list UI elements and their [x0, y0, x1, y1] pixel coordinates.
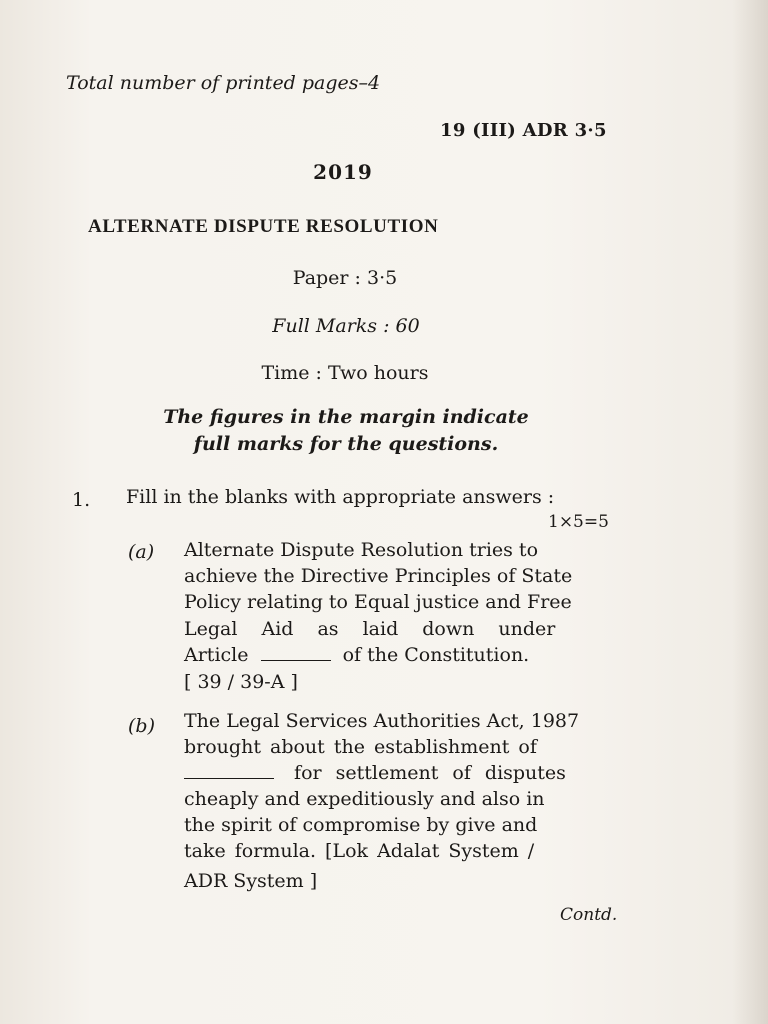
exam-time: Time : Two hours: [261, 362, 429, 384]
printed-pages-note: Total number of printed pages–4: [66, 72, 381, 94]
part-a-constitution-text: of the Constitution.: [342, 644, 530, 666]
part-b-line-4: cheaply and expeditiously and also in: [184, 788, 545, 810]
paper-code: 19 (III) ADR 3·5: [440, 120, 607, 141]
instruction-line-1: The figures in the margin indicate: [163, 406, 529, 428]
part-b-line-6: take formula. [Lok Adalat System /: [184, 840, 535, 862]
part-b-line-5: the spirit of compromise by give and: [184, 814, 538, 836]
exam-year: 2019: [313, 160, 373, 184]
page-edge-shadow: [732, 0, 768, 1024]
question-marks: 1×5=5: [548, 512, 609, 532]
full-marks: Full Marks : 60: [272, 315, 420, 337]
part-a-answer-blank: [261, 660, 331, 661]
part-a-line-4: [184, 620, 622, 639]
part-b-line-3: [184, 764, 622, 783]
question-text: Fill in the blanks with appropriate answers :: [126, 486, 555, 508]
part-b-line-2: brought about the establishment of: [184, 736, 537, 758]
part-a-line-5: [184, 646, 622, 665]
question-number: 1.: [72, 489, 91, 511]
instruction-line-2: full marks for the questions.: [193, 433, 499, 455]
part-a-line-3: Policy relating to Equal justice and Free: [184, 591, 572, 613]
part-b-line-3-text: for settlement of disputes: [294, 762, 566, 784]
part-b-answer-blank: [184, 778, 274, 779]
paper-number: Paper : 3·5: [292, 267, 398, 289]
continued-note: Contd.: [560, 905, 618, 925]
part-b-line-1: The Legal Services Authorities Act, 1987: [184, 710, 580, 732]
part-a-line-2: achieve the Directive Principles of State: [184, 565, 573, 587]
exam-title: ALTERNATE DISPUTE RESOLUTION: [88, 216, 439, 237]
part-a-line-4-text: Legal Aid as laid down under: [184, 618, 556, 640]
part-a-article-word: Article: [184, 644, 249, 666]
part-b-line-7: ADR System ]: [184, 870, 318, 892]
part-b-label: (b): [128, 715, 155, 737]
part-a-line-1: Alternate Dispute Resolution tries to: [184, 539, 539, 561]
part-a-answer: [ 39 / 39-A ]: [184, 671, 298, 693]
part-a-label: (a): [128, 541, 155, 563]
